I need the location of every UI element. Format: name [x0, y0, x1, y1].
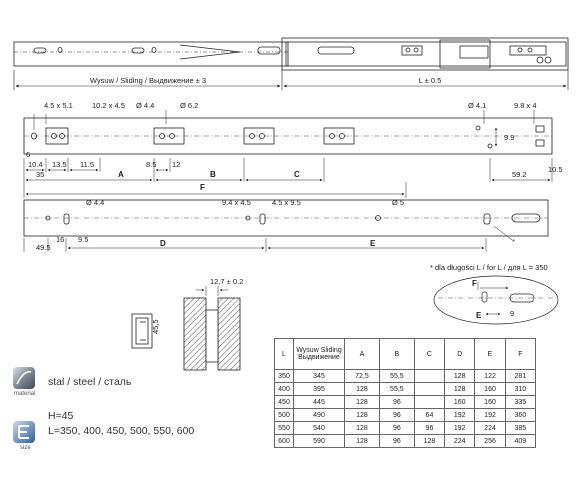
table-cell: 96	[379, 409, 414, 422]
rail-dim-hole-1: Ø 4.4	[136, 101, 155, 110]
table-cell: 55,5	[379, 383, 414, 396]
rail-dim-vertical: 9.9	[504, 133, 515, 142]
table-cell: 500	[275, 409, 294, 422]
table-cell: 310	[505, 383, 535, 396]
rail-dim-bottom-3: 11.5	[80, 160, 95, 169]
table-cell	[414, 383, 444, 396]
length-label: L ± 0.5	[418, 76, 442, 85]
rail-dim-hole-3: Ø 4.1	[468, 101, 487, 110]
table-cell: 409	[505, 435, 535, 448]
col-header-a: A	[345, 339, 380, 370]
table-cell: 160	[475, 383, 505, 396]
inner-dim-slot-2: 4.5 x 9.5	[272, 198, 301, 207]
table-cell: 224	[475, 422, 505, 435]
table-row	[275, 383, 536, 396]
rail-dim-bottom-2: 13.5	[52, 160, 67, 169]
inner-dim-bottom-1: 49.5	[36, 243, 51, 252]
table-cell: 64	[414, 409, 444, 422]
table-header-row	[275, 339, 536, 370]
table-cell: 345	[294, 370, 345, 383]
rail-letter-b: B	[210, 170, 216, 179]
inner-dim-slot-1: 9.4 x 4.5	[222, 198, 251, 207]
table-cell	[414, 396, 444, 409]
dimension-table	[274, 338, 536, 448]
table-row	[275, 370, 536, 383]
col-header-e: E	[475, 339, 505, 370]
table-row	[275, 396, 536, 409]
detail-note: * dla długości L / for L / для L = 350	[430, 263, 548, 272]
slide-side-view	[14, 38, 568, 70]
table-cell: 192	[445, 409, 475, 422]
mounting-section	[184, 286, 240, 370]
table-row	[275, 422, 536, 435]
table-cell: 128	[414, 435, 444, 448]
section-height: 45,5	[151, 319, 160, 334]
table-cell: 445	[294, 396, 345, 409]
table-cell: 450	[275, 396, 294, 409]
outer-rail-view	[24, 118, 552, 154]
rail-dim-slot-2: 10.2 x 4.5	[92, 101, 125, 110]
table-cell: 128	[445, 383, 475, 396]
table-cell: 192	[445, 422, 475, 435]
inner-dim-bottom-3: 9.5	[78, 235, 89, 244]
table-cell: 128	[345, 409, 380, 422]
table-cell: 224	[445, 435, 475, 448]
col-header-sliding: Wysuw Sliding Выдвижение	[294, 339, 345, 370]
detail-view	[434, 276, 558, 324]
rail-dim-slot-3: 9.8 x 4	[514, 101, 537, 110]
outer-rail-dimension-lines	[24, 110, 552, 182]
table-cell: 55,5	[379, 370, 414, 383]
table-cell: 590	[294, 435, 345, 448]
size-icon-label: size	[20, 445, 31, 451]
material-icon	[12, 366, 36, 390]
inner-dim-hole-1: Ø 4.4	[86, 198, 105, 207]
inner-letter-f: F	[200, 183, 205, 192]
inner-letter-e: E	[370, 239, 376, 248]
table-cell: 360	[505, 409, 535, 422]
table-cell: 128	[345, 435, 380, 448]
table-cell: 350	[275, 370, 294, 383]
lengths-text: L=350, 400, 450, 500, 550, 600	[48, 425, 195, 437]
rail-dim-bottom-6: 59.2	[512, 170, 527, 179]
table-cell: 550	[275, 422, 294, 435]
table-cell: 395	[294, 383, 345, 396]
table-cell: 600	[275, 435, 294, 448]
inner-dim-bottom-2: 16	[56, 235, 65, 244]
table-row	[275, 435, 536, 448]
detail-letter-f: F	[472, 279, 477, 288]
material-text: stal / steel / сталь	[48, 376, 132, 388]
table-cell: 281	[505, 370, 535, 383]
table-row	[275, 409, 536, 422]
table-cell: 128	[445, 370, 475, 383]
table-cell: 96	[414, 422, 444, 435]
table-cell: 540	[294, 422, 345, 435]
table-cell: 128	[345, 396, 380, 409]
table-cell: 72,5	[345, 370, 380, 383]
table-cell: 385	[505, 422, 535, 435]
table-cell: 335	[505, 396, 535, 409]
rail-dim-bottom-1: 10.4	[28, 160, 43, 169]
rail-dim-35: 35	[36, 170, 45, 179]
table-cell: 96	[379, 396, 414, 409]
rail-dim-slot-1: 4.5 x 5.1	[44, 101, 73, 110]
col-header-d: D	[445, 339, 475, 370]
rail-dim-hole-2: Ø 6.2	[180, 101, 199, 110]
table-cell: 256	[475, 435, 505, 448]
col-header-l: L	[275, 339, 294, 370]
rail-letter-a: A	[118, 170, 124, 179]
inner-dim-hole-2: Ø 5	[392, 198, 405, 207]
col-header-b: B	[379, 339, 414, 370]
material-icon-label: material	[14, 391, 36, 397]
col-header-f: F	[505, 339, 535, 370]
height-text: H=45	[48, 410, 74, 422]
table-cell: 192	[475, 409, 505, 422]
table-cell: 160	[475, 396, 505, 409]
rail-letter-c: C	[294, 170, 300, 179]
table-cell: 400	[275, 383, 294, 396]
col-header-c: C	[414, 339, 444, 370]
rail-dim-left-offset: 6	[26, 150, 31, 159]
size-icon	[12, 420, 36, 444]
rail-dim-bottom-4: 8.5	[146, 160, 157, 169]
extension-label: Wysuw / Sliding / Выдвижение ± 3	[89, 76, 207, 85]
detail-letter-e: E	[476, 311, 482, 320]
table-cell: 128	[345, 422, 380, 435]
rail-dim-bottom-5: 12	[172, 160, 181, 169]
table-cell: 122	[475, 370, 505, 383]
rail-dim-bottom-7: 10.5	[548, 165, 563, 174]
table-cell: 96	[379, 435, 414, 448]
table-cell: 490	[294, 409, 345, 422]
detail-dim-9: 9	[510, 309, 515, 318]
table-cell	[414, 370, 444, 383]
inner-letter-d: D	[160, 239, 166, 248]
table-cell: 96	[379, 422, 414, 435]
table-cell: 160	[445, 396, 475, 409]
inner-rail-dimension-lines	[24, 182, 512, 252]
rail-section-small	[132, 314, 152, 348]
inner-asterisk: *	[512, 237, 515, 246]
table-cell: 128	[345, 383, 380, 396]
section-width: 12,7 ± 0.2	[210, 277, 244, 286]
